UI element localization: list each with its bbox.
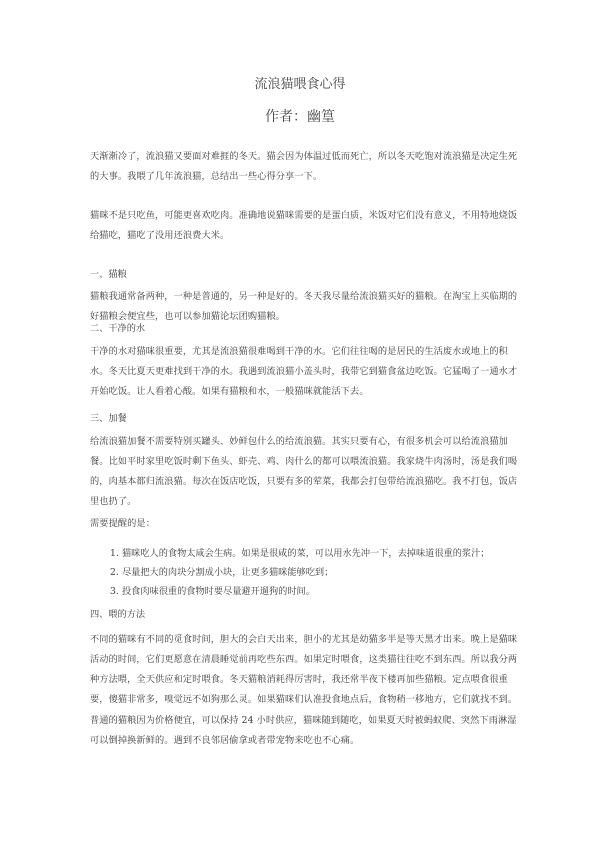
list-item-number: 1.: [110, 548, 119, 559]
list-item-text: 尽量把大的肉块分割成小块，让更多猫咪能够吃到；: [122, 567, 334, 578]
section-paragraph-cat-food: 猫粮我通常备两种，一种是普通的，另一种是好的。冬天我尽量给流浪猫买好的猫粮。在淘宝上买临期的好猫粮会便宜些，也可以参加猫论坛团购猫粮。: [90, 291, 518, 322]
section-heading-cat-food: 一、猫粮: [90, 269, 127, 280]
section-heading-clean-water: 二、干净的水: [90, 323, 146, 334]
section-paragraph-clean-water: 干净的水对猫咪很重要，尤其是流浪猫很难喝到干净的水。它们往往喝的是居民的生活废水或地上的积水。冬天比夏天更难找到干净的水。我遇到流浪猫小盖头时，我带它到猫食盆边吃饭。它猛喝了一通水才开始吃饭。让人看着心酸。如果有猫粮和水，一般猫咪就能活下去。: [90, 346, 518, 397]
document-author: 作者：幽篁: [265, 109, 335, 125]
section-paragraph-feeding-method-2: 普通的猫粮因为价格便宜，可以保持 24 小时供应，猫咪随到随吃，如果夏天时被蚂蚁爬、突然下雨淋湿可以倒掉换新鲜的。遇到不良邻居偷拿或者带宠物来吃也不心痛。: [90, 715, 517, 746]
list-item: [90, 563, 530, 582]
list-item-number: 2.: [110, 567, 119, 578]
section-heading-feeding-method: 四、喂的方法: [90, 609, 146, 620]
list-item-text: 投食肉味很重的食物时要尽量避开遛狗的时间。: [122, 586, 315, 597]
section-heading-extra-meal: 三、加餐: [90, 413, 127, 424]
list-item-number: 3.: [110, 586, 119, 597]
reminder-list: [90, 544, 530, 601]
section-paragraph-extra-meal: 给流浪猫加餐不需要特别买罐头、妙鲜包什么的给流浪猫。其实只要有心，有很多机会可以给流浪猫加餐。比如平时家里吃饭时剩下鱼头、虾壳、鸡、肉什么的都可以喂流浪猫。我家烧牛肉汤时，汤是我们喝的，肉基本都归流浪猫。每次在饭店吃饭，只要有多的荤菜，我都会打包带给流浪猫吃。我不打包，饭店里也扔了。: [90, 436, 518, 507]
reminder-intro: 需要提醒的是：: [90, 518, 156, 529]
intro-paragraph-1: 天渐渐冷了，流浪猫又要面对难捱的冬天。猫会因为体温过低而死亡，所以冬天吃饱对流浪猫是决定生死的大事。我喂了几年流浪猫，总结出一些心得分享一下。: [90, 151, 518, 182]
document-title: 流浪猫喂食心得: [254, 77, 346, 92]
section-paragraph-feeding-method-1: 不同的猫咪有不同的觅食时间，胆大的会白天出来，胆小的尤其是幼猫多半是等天黑才出来。晚上是猫咪活动的时间，它们更愿意在清晨睡觉前再吃些东西。如果定时喂食，这类猫往往吃不到东西。所以我分两种方法喂，全天供应和定时喂食。冬天猫粮消耗得厉害时，我还常半夜下楼再加些猫粮。定点喂食很重要，傻猫非常多，嗅觉远不如狗那么灵。如果猫咪们认准投食地点后，食物稍一移地方，它们就找不到。: [90, 634, 518, 705]
list-item: [90, 582, 530, 601]
intro-paragraph-2: 猫咪不是只吃鱼，可能更喜欢吃肉。准确地说猫咪需要的是蛋白质，米饭对它们没有意义，不用特地烧饭给猫吃，猫吃了没用还浪费大米。: [90, 210, 518, 241]
list-item-text: 猫咪吃人的食物太咸会生病。如果是很咸的菜，可以用水先冲一下，去掉味道很重的浆汁；: [122, 548, 490, 559]
list-item: [90, 544, 530, 563]
